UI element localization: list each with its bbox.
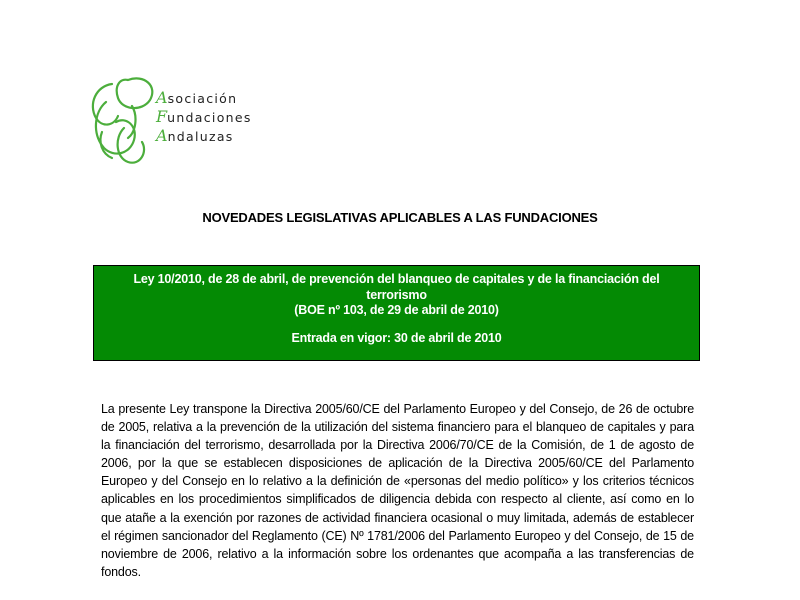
- logo-line-asociacion: Asociación: [156, 88, 238, 107]
- logo: [84, 72, 264, 168]
- logo-wordmark: [156, 89, 252, 146]
- banner-entry-into-force: Entrada en vigor: 30 de abril de 2010: [291, 330, 502, 345]
- law-banner: [93, 265, 700, 361]
- body-paragraph: La presente Ley transpone la Directiva 2005/60/CE del Parlamento Europeo y del Consejo, de 26 de octubre de 2005, relativa a la prevención de la utilización del sistema financiero para el blanqueo de capitales y para la financiación del terrorismo, desarrollada por la Directiva 2006/70/CE de la Comisión, de 1 de agosto de 2006, por la que se establecen disposiciones de aplicación de la Directiva 2005/60/CE del Parlamento Europeo y del Consejo en lo relativo a la definición de «personas del medio político» y los criterios técnicos aplicables en los procedimientos simplificados de diligencia debida con respecto al cliente, así como en lo que atañe a la exención por razones de actividad financiera ocasional o muy limitada, además de establecer el régimen sancionador del Reglamento (CE) Nº 1781/2006 del Parlamento Europeo y del Consejo, de 15 de noviembre de 2006, relativo a la información sobre los ordenantes que acompaña a las transferencias de fondos.: [101, 402, 694, 579]
- logo-line-andaluzas: Andaluzas: [156, 126, 234, 145]
- banner-law-title-line2: terrorismo: [366, 287, 427, 302]
- banner-boe-reference: (BOE nº 103, de 29 de abril de 2010): [294, 303, 499, 317]
- logo-swirl-icon: [84, 72, 164, 168]
- banner-spacer: [94, 319, 699, 331]
- banner-law-title-line1: Ley 10/2010, de 28 de abril, de prevención del blanqueo de capitales y de la financiación del: [133, 272, 660, 286]
- logo-line-fundaciones: Fundaciones: [156, 107, 252, 126]
- page-title: NOVEDADES LEGISLATIVAS APLICABLES A LAS FUNDACIONES: [202, 210, 598, 225]
